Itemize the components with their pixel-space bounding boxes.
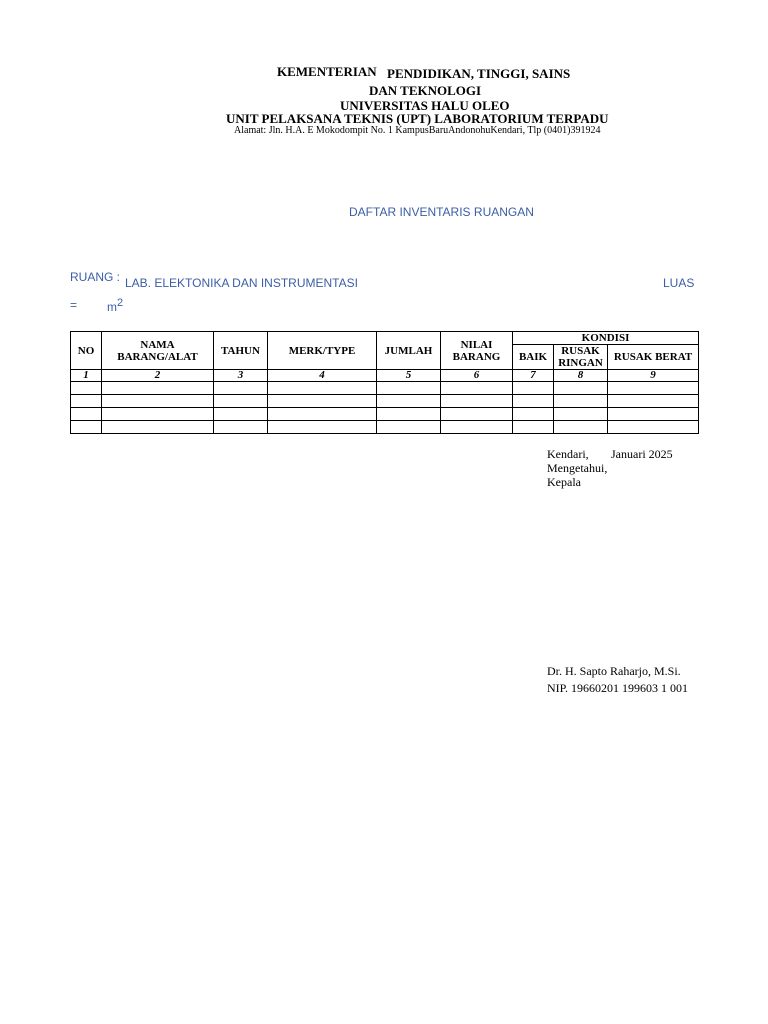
inventory-table [70,331,699,434]
signature-date: Januari 2025 [611,447,673,461]
table-cell [513,395,554,408]
area-equals: = [70,298,78,312]
area-unit [107,297,123,314]
col-header-item-name-line2: BARANG/ALAT [117,350,198,363]
signature-position: Kepala [547,475,581,489]
table-cell [214,408,268,421]
table-cell [441,382,513,395]
table-cell [608,421,699,434]
table-cell [513,382,554,395]
table-cell [608,382,699,395]
room-label: RUANG : [70,270,121,284]
table-cell [214,382,268,395]
column-number: 1 [71,370,102,382]
column-number: 8 [554,370,608,382]
column-number: 7 [513,370,554,382]
table-cell [71,421,102,434]
table-cell [441,421,513,434]
table-row [71,408,699,421]
table-cell [102,395,214,408]
column-number: 3 [214,370,268,382]
col-header-year: TAHUN [214,332,268,370]
table-cell [513,421,554,434]
col-header-quantity: JUMLAH [377,332,441,370]
table-row [71,421,699,434]
table-cell [377,382,441,395]
col-header-minor-damage-line1: RUSAK [561,345,600,357]
table-cell [377,408,441,421]
signature-place: Kendari, [547,447,589,461]
column-number-row [71,370,699,382]
table-row [71,395,699,408]
col-header-minor-damage [554,345,608,370]
room-value: LAB. ELEKTONIKA DAN INSTRUMENTASI [125,276,358,290]
table-cell [102,421,214,434]
table-cell [71,408,102,421]
area-unit-exponent: 2 [117,297,124,309]
table-cell [71,395,102,408]
ministry-name-line2: DAN TEKNOLOGI [369,83,482,98]
col-header-condition: KONDISI [513,332,699,345]
col-header-major-damage: RUSAK BERAT [608,345,699,370]
table-cell [377,421,441,434]
ministry-name-part2: PENDIDIKAN, TINGGI, SAINS [387,66,571,81]
table-cell [608,395,699,408]
table-row [71,382,699,395]
signature-acknowledged: Mengetahui, [547,461,608,475]
column-number: 9 [608,370,699,382]
table-cell [268,395,377,408]
area-unit-base: m [107,300,117,314]
table-cell [554,382,608,395]
table-cell [513,408,554,421]
col-header-value-line2: BARANG [452,350,501,363]
table-cell [554,421,608,434]
table-cell [441,395,513,408]
col-header-value-line1: NILAI [460,338,493,351]
col-header-item-name [102,332,214,370]
address: Alamat: Jln. H.A. E Mokodompit No. 1 KampusBaruAndonohuKendari, Tlp (0401)391924 [234,125,601,136]
signatory-nip: NIP. 19660201 199603 1 001 [547,681,689,695]
col-header-brand: MERK/TYPE [268,332,377,370]
university-name: UNIVERSITAS HALU OLEO [340,98,510,113]
table-cell [268,382,377,395]
table-cell [214,395,268,408]
col-header-minor-damage-line2: RINGAN [558,357,603,369]
table-cell [554,395,608,408]
table-cell [554,408,608,421]
col-header-good: BAIK [513,345,554,370]
table-cell [608,408,699,421]
ministry-name-part1: KEMENTERIAN [277,64,377,79]
column-number: 2 [102,370,214,382]
col-header-item-name-line1: NAMA [140,338,175,351]
table-cell [102,408,214,421]
table-cell [441,408,513,421]
table-cell [102,382,214,395]
table-cell [268,421,377,434]
col-header-no: NO [71,332,102,370]
signatory-name: Dr. H. Sapto Raharjo, M.Si. [547,664,681,678]
column-number: 6 [441,370,513,382]
table-cell [71,382,102,395]
column-number: 5 [377,370,441,382]
table-cell [214,421,268,434]
unit-name: UNIT PELAKSANA TEKNIS (UPT) LABORATORIUM TERPADU [226,111,609,126]
column-number: 4 [268,370,377,382]
area-label: LUAS [663,276,695,290]
table-cell [377,395,441,408]
document-title: DAFTAR INVENTARIS RUANGAN [349,205,534,219]
col-header-value [441,332,513,370]
table-cell [268,408,377,421]
